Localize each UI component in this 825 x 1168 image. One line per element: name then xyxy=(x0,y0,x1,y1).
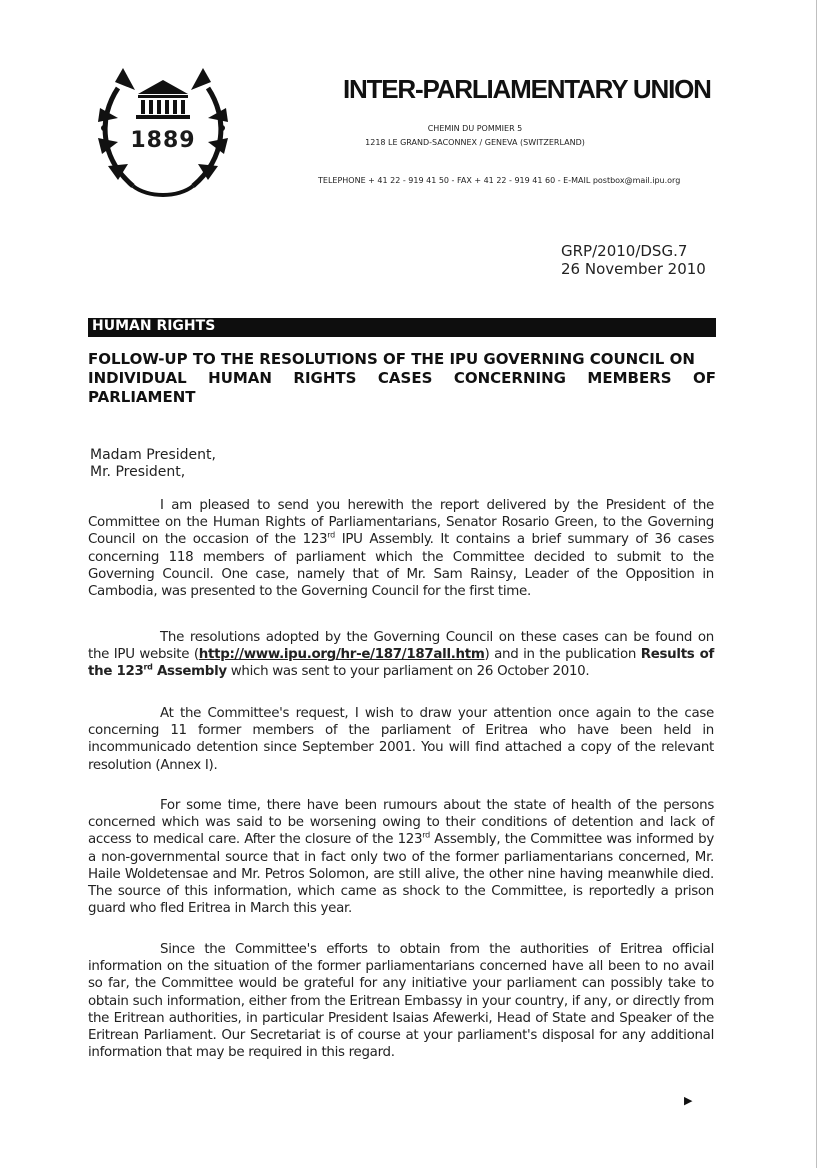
organization-name: INTER-PARLIAMENTARY UNION xyxy=(343,74,711,104)
contact-line: TELEPHONE + 41 22 - 919 41 50 - FAX + 41 22 - 919 41 60 - E-MAIL postbox@mail.ipu.org xyxy=(318,176,681,185)
paragraph-2 xyxy=(88,629,714,681)
address-line-1: CHEMIN DU POMMIER 5 xyxy=(427,124,523,133)
paragraph-1-text-b: IPU Assembly. It contains a brief summary of 36 cases concerning 118 members of parliament which the Committee decided to submit to the Governing Council. One case, namely that of Mr. Sam Rainsy, Leader of the Opposition in Cambodia, was presented to the Governing Council for the first time. xyxy=(88,532,714,600)
laurel-wreath-icon xyxy=(88,48,238,198)
paragraph-3: At the Committee's request, I wish to draw your attention once again to the case concerning 11 former members of the parliament of Eritrea who have been held in incommunicado detention since September 2001. You will find attached a copy of the relevant resolution (Annex I). xyxy=(88,706,714,773)
paragraph-4-text-a: For some time, there have been rumours about the state of health of the persons concerned which was said to be worsening owing to their conditions of detention and lack of access to medical care. After the closure of the 123 xyxy=(88,798,714,848)
ipu-website-link[interactable]: http://www.ipu.org/hr-e/187/187all.htm xyxy=(198,647,485,663)
section-bar-label: HUMAN RIGHTS xyxy=(92,318,216,334)
paragraph-1-sup: rd xyxy=(327,530,335,540)
paragraph-4 xyxy=(88,797,714,917)
logo-year: 1889 xyxy=(130,128,196,153)
ipu-logo xyxy=(88,48,238,198)
heading-line-1: FOLLOW-UP TO THE RESOLUTIONS OF THE IPU GOVERNING COUNCIL ON xyxy=(88,350,695,368)
publication-title-a: Results of the 123 xyxy=(88,647,714,680)
section-bar xyxy=(88,318,716,337)
publication-title-sup: rd xyxy=(143,662,153,672)
heading-line-2: INDIVIDUAL HUMAN RIGHTS CASES CONCERNING MEMBERS OF xyxy=(88,369,716,387)
publication-title-b: Assembly xyxy=(152,664,227,680)
paragraph-2-text-a: The resolutions adopted by the Governing Council on these cases can be found on the IPU website ( xyxy=(88,630,714,663)
paragraph-1 xyxy=(88,497,714,600)
next-page-arrow-icon: ▶ xyxy=(684,1094,693,1107)
paragraph-2-text-c: which was sent to your parliament on 26 October 2010. xyxy=(226,664,590,680)
page-edge xyxy=(816,0,817,1168)
paragraph-4-text-b: Assembly, the Committee was informed by a non-governmental source that in fact only two of the former parliamentarians concerned, Mr. Haile Woldetensae and Mr. Petros Solomon, are still alive, the other nine having meanwhile died. The source of this information, which came as shock to the Committee, is reportedly a prison guard who fled Eritrea in March this year. xyxy=(88,832,714,917)
paragraph-4-sup: rd xyxy=(422,830,430,840)
paragraph-1-text-a: I am pleased to send you herewith the report delivered by the President of the Committee on the Human Rights of Parliamentarians, Senator Rosario Green, to the Governing Council on the occasion of the 123 xyxy=(88,498,714,548)
paragraph-5: Since the Committee's efforts to obtain from the authorities of Eritrea official information on the situation of the former parliamentarians concerned have all been to no avail so far, the Committee would be grateful for any initiative your parliament can possibly take to obtain such information, either from the Eritrean Embassy in your country, if any, or directly from the Eritrean authorities, in particular President Isaias Afewerki, Head of State and Speaker of the Eritrean Parliament. Our Secretariat is of course at your parliament's disposal for any additional information that may be required in this regard. xyxy=(88,942,714,1061)
greeting-line-1: Madam President, xyxy=(90,447,216,463)
reference-code: GRP/2010/DSG.7 xyxy=(561,242,688,260)
paragraph-2-text-b: ) and in the publication xyxy=(484,647,641,663)
greeting-line-2: Mr. President, xyxy=(90,464,186,480)
reference-date: 26 November 2010 xyxy=(561,260,706,278)
document-heading xyxy=(88,350,716,407)
address-line-2: 1218 LE GRAND-SACONNEX / GENEVA (SWITZERLAND) xyxy=(365,138,585,147)
heading-line-3: PARLIAMENT xyxy=(88,388,196,406)
